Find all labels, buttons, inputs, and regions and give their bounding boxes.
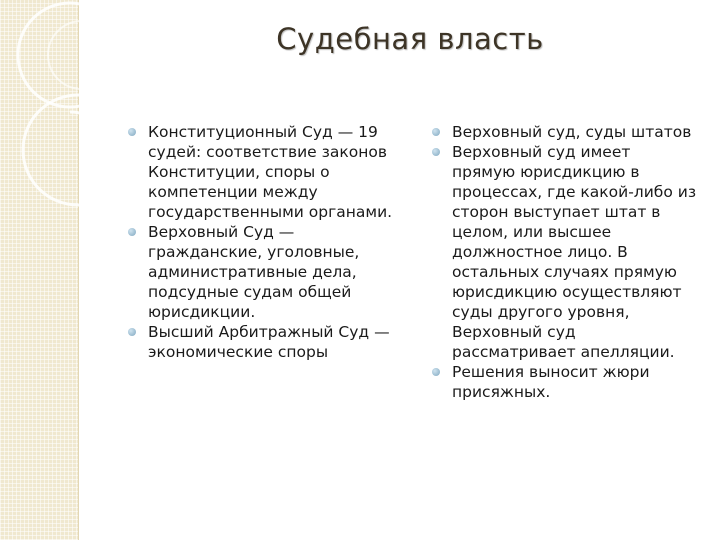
left-bullet-list bbox=[128, 122, 400, 362]
list-item-text: Верховный суд имеет прямую юрисдикцию в процессах, где какой-либо из сторон выступает штат в целом, или высшее должностное лицо. В остальных случаях прямую юрисдикцию осуществляют суды другого уровня, Верховный суд рассматривает апелляции. bbox=[452, 143, 697, 361]
list-item bbox=[432, 122, 698, 142]
bullet-icon bbox=[128, 328, 136, 336]
decorative-side-strip bbox=[0, 0, 79, 540]
list-item bbox=[128, 122, 400, 222]
bullet-icon bbox=[432, 368, 440, 376]
bullet-icon bbox=[128, 128, 136, 136]
bullet-icon bbox=[128, 228, 136, 236]
right-bullet-list bbox=[432, 122, 698, 402]
list-item bbox=[432, 362, 698, 402]
list-item-text: Конституционный Суд — 19 судей: соответствие законов Конституции, споры о компетенции между государственными органами. bbox=[148, 123, 393, 221]
slide-title: Судебная власть bbox=[276, 22, 544, 56]
list-item-text: Верховный суд, суды штатов bbox=[452, 123, 692, 141]
list-item bbox=[128, 222, 400, 322]
list-item-text: Высший Арбитражный Суд — экономические споры bbox=[148, 323, 390, 361]
bullet-icon bbox=[432, 128, 440, 136]
list-item bbox=[432, 142, 698, 362]
list-item bbox=[128, 322, 400, 362]
bullet-icon bbox=[432, 148, 440, 156]
list-item-text: Решения выносит жюри присяжных. bbox=[452, 363, 650, 401]
list-item-text: Верховный Суд — гражданские, уголовные, административные дела, подсудные судам общей юрисдикции. bbox=[148, 223, 360, 321]
